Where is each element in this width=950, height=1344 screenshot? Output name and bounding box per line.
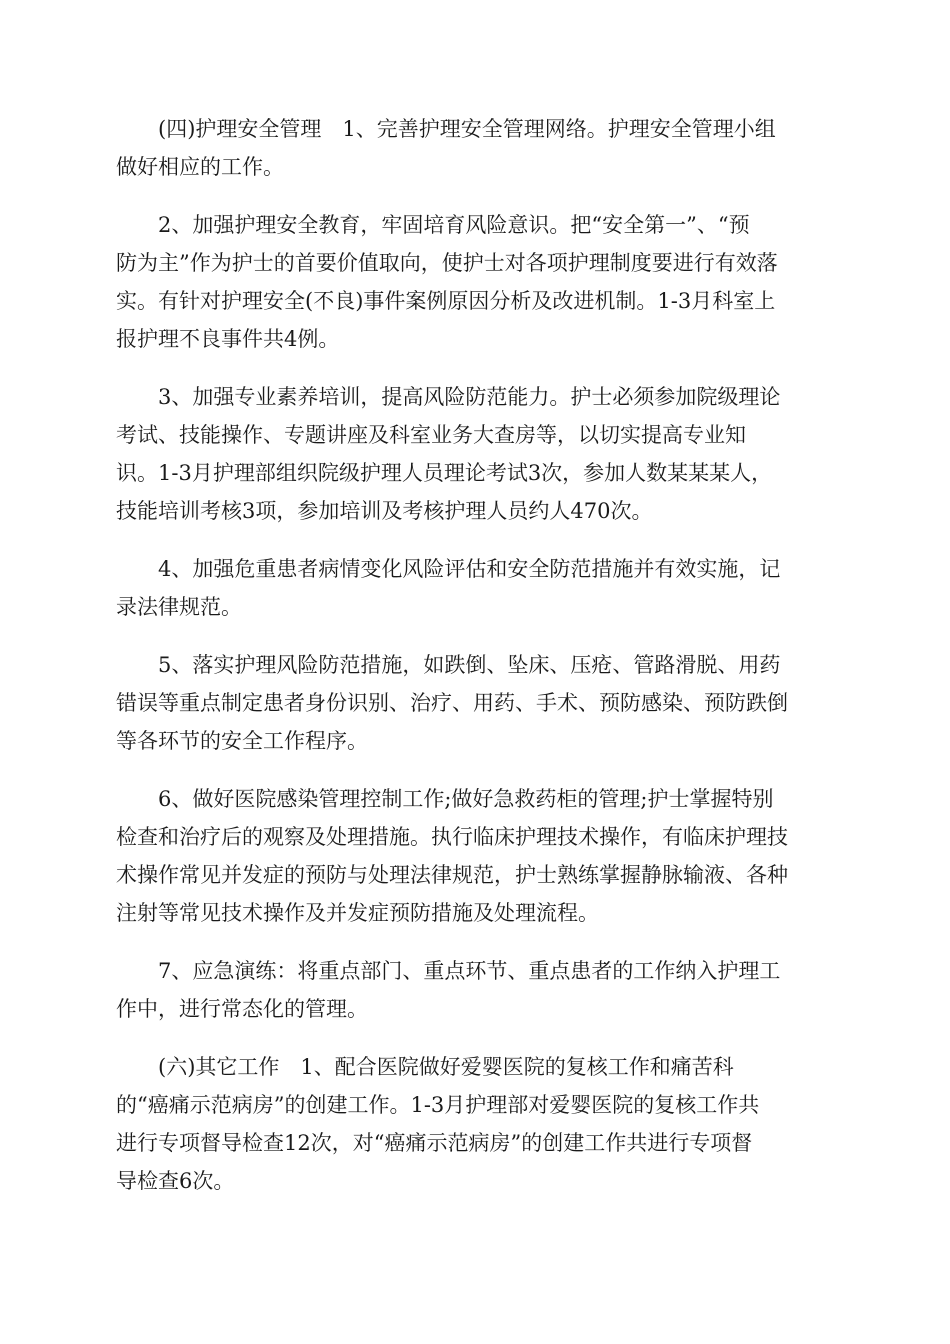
text-line: 术操作常见并发症的预防与处理法律规范，护士熟练掌握静脉输液、各种 [116, 863, 788, 887]
text-line: 录法律规范。 [116, 595, 242, 619]
text-line: 做好相应的工作。 [116, 155, 284, 179]
text-line: 作中，进行常态化的管理。 [116, 997, 368, 1021]
text-line: 导检查6次。 [116, 1169, 235, 1193]
text-line: (四)护理安全管理 1、完善护理安全管理网络。护理安全管理小组 [158, 117, 776, 141]
text-line: 实。有针对护理安全(不良)事件案例原因分析及改进机制。1-3月科室上 [116, 289, 776, 313]
text-line: 的“癌痛示范病房”的创建工作。1-3月护理部对爱婴医院的复核工作共 [116, 1093, 760, 1117]
text-line: 技能培训考核3项，参加培训及考核护理人员约人470次。 [116, 499, 653, 523]
paragraph-infection-control [116, 780, 836, 932]
paragraph-professional-training [116, 378, 836, 530]
paragraph-emergency-drill [116, 952, 836, 1028]
paragraph-nursing-safety-management [116, 110, 836, 186]
text-line: 检查和治疗后的观察及处理措施。执行临床护理技术操作，有临床护理技 [116, 825, 788, 849]
paragraph-other-work [116, 1048, 836, 1200]
paragraph-critical-patient-risk [116, 550, 836, 626]
paragraph-safety-education [116, 206, 836, 358]
text-line: 报护理不良事件共4例。 [116, 327, 340, 351]
document-body [116, 110, 836, 1220]
text-line: 6、做好医院感染管理控制工作;做好急救药柜的管理;护士掌握特别 [158, 787, 774, 811]
text-line: 防为主”作为护士的首要价值取向，使护士对各项护理制度要进行有效落 [116, 251, 778, 275]
text-line: (六)其它工作 1、配合医院做好爱婴医院的复核工作和痛苦科 [158, 1055, 734, 1079]
text-line: 进行专项督导检查12次，对“癌痛示范病房”的创建工作共进行专项督 [116, 1131, 753, 1155]
text-line: 错误等重点制定患者身份识别、治疗、用药、手术、预防感染、预防跌倒 [116, 691, 788, 715]
text-line: 考试、技能操作、专题讲座及科室业务大查房等，以切实提高专业知 [116, 423, 746, 447]
text-line: 注射等常见技术操作及并发症预防措施及处理流程。 [116, 901, 599, 925]
text-line: 识。1-3月护理部组织院级护理人员理论考试3次，参加人数某某某人， [116, 461, 773, 485]
paragraph-risk-prevention-measures [116, 646, 836, 760]
text-line: 5、落实护理风险防范措施，如跌倒、坠床、压疮、管路滑脱、用药 [158, 653, 781, 677]
text-line: 7、应急演练：将重点部门、重点环节、重点患者的工作纳入护理工 [158, 959, 781, 983]
text-line: 等各环节的安全工作程序。 [116, 729, 368, 753]
text-line: 3、加强专业素养培训，提高风险防范能力。护士必须参加院级理论 [158, 385, 781, 409]
text-line: 2、加强护理安全教育，牢固培育风险意识。把“安全第一”、“预 [158, 213, 750, 237]
text-line: 4、加强危重患者病情变化风险评估和安全防范措施并有效实施，记 [158, 557, 781, 581]
